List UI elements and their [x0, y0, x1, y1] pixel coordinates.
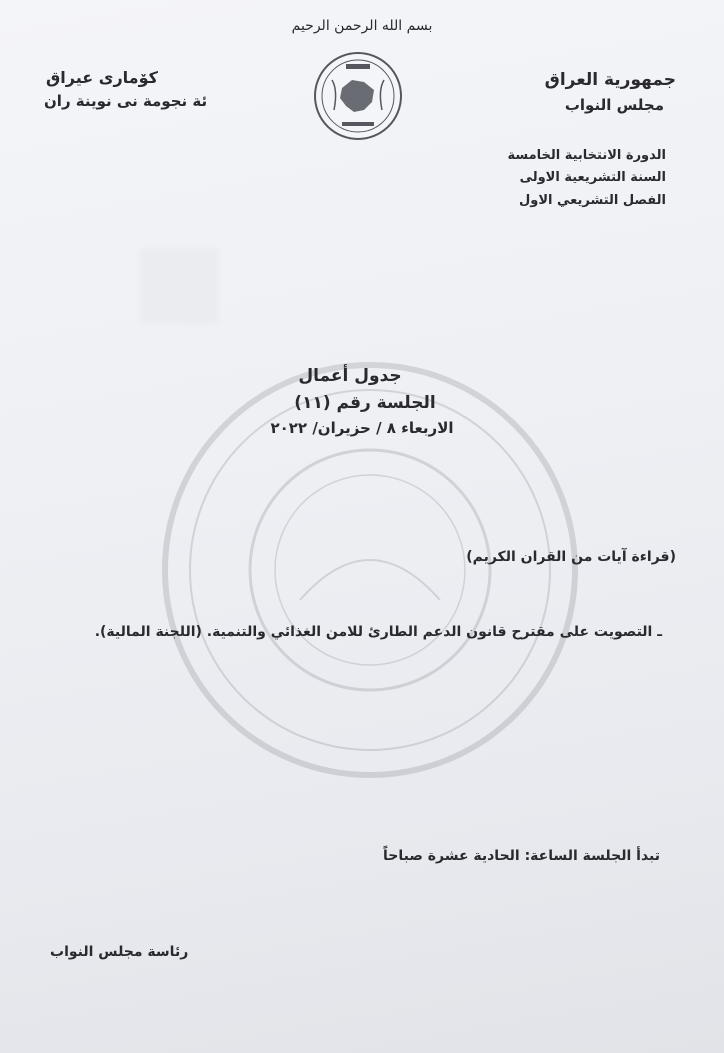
term-info-line2: السنة التشريعية الاولى [519, 170, 666, 185]
term-info-line3: الفصل التشريعي الاول [519, 193, 666, 208]
session-date: الاربعاء ٨ / حزيران/ ٢٠٢٢ [270, 419, 454, 437]
header-left-line2: ئة نجومة نى نوينة ران [44, 92, 208, 110]
session-number: الجلسة رقم (١١) [294, 393, 436, 413]
basmala: بسم الله الرحمن الرحيم [291, 18, 433, 34]
agenda-item: (قراءة آيات من القران الكريم) [466, 549, 676, 565]
header-left-line1: كۆمارى عيراق [46, 68, 158, 87]
agenda-item: ـ التصويت على مقترح قانون الدعم الطارئ للامن الغذائي والتنمية. (اللجنة المالية). [94, 624, 662, 640]
agenda-title: جدول أعمال [298, 366, 402, 386]
session-start-time: تبدأ الجلسة الساعة: الحادية عشرة صباحاً [383, 848, 660, 864]
parliament-seal-icon [312, 50, 404, 142]
signature: رئاسة مجلس النواب [50, 944, 189, 960]
directorate-stamp-icon [150, 350, 590, 790]
scan-smudge [140, 248, 218, 324]
header-right-line2: مجلس النواب [564, 96, 664, 114]
term-info-line1: الدورة الانتخابية الخامسة [507, 148, 666, 163]
header-right-line1: جمهورية العراق [544, 70, 676, 90]
